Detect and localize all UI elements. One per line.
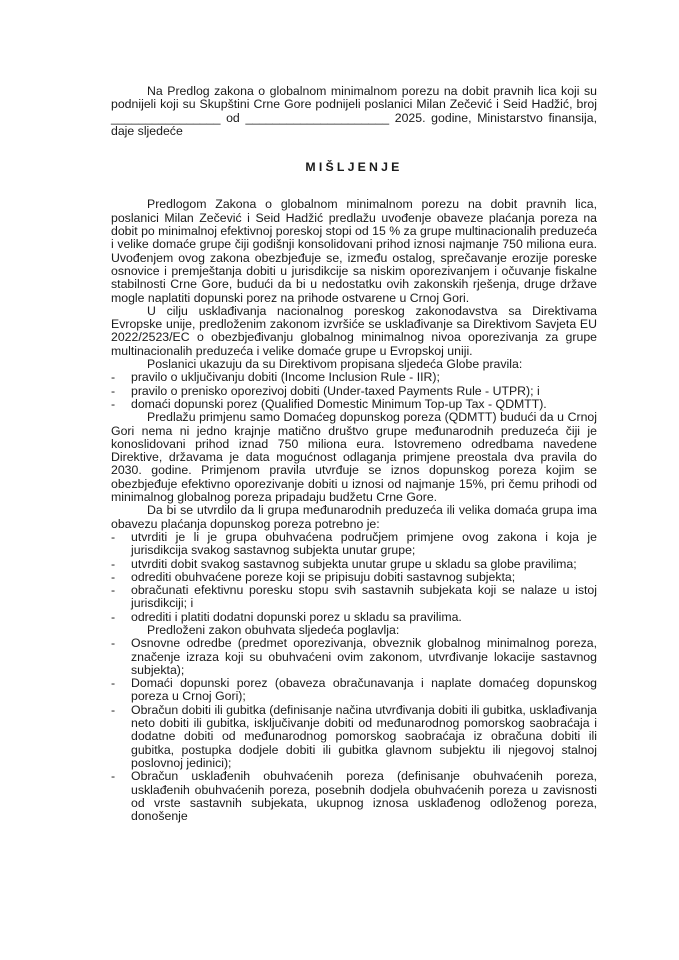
list-item: - utvrditi je li je grupa obuhvaćena područjem primjene ovog zakona i koja je jurisdikcija svakog sastavnog subjekta unutar grupe; [111,531,597,558]
list-item: - Obračun usklađenih obuhvaćenih poreza (definisanje obuhvaćenih poreza, usklađenih obuhvaćenih poreza, posebnih dodjela obuhvaćenih poreza u zavisnosti od vrste sastavnih subjekata, ukupnog iznosa usklađenog odloženog poreza, donošenje [111,770,597,823]
list-item: - Domaći dopunski porez (obaveza obračunavanja i naplate domaćeg dopunskog poreza u Crnoj Gori); [111,677,597,704]
steps-list [111,531,597,624]
list-item: - utvrditi dobit svakog sastavnog subjekta unutar grupe u skladu sa globe pravilima; [111,558,597,571]
intro-paragraph: Na Predlog zakona o globalnom minimalnom porezu na dobit pravnih lica koji su podnijeli koji su Skupštini Crne Gore podnijeli poslanici Milan Zečević i Seid Hadžić, broj ________________ od _____________________ 2025. godine, Ministarstvo finansija, daje sljedeće [111,84,597,138]
list-item: - odrediti i platiti dodatni dopunski porez u skladu sa pravilima. [111,611,597,624]
list-item: - Obračun dobiti ili gubitka (definisanje načina utvrđivanja dobiti ili gubitka, usklađivanja neto dobiti ili gubitka, isključivanje dobiti od međunarodnog pomorskog saobraćaja i dodatne dobiti od međunarodnog pomorskog saobraćaja iz obračuna dobiti ili gubitka, postupka dodjele dobiti ili gubitka glavnom subjektu ili njegovoj stalnoj poslovnoj jedinici); [111,704,597,770]
list-item: - Osnovne odredbe (predmet oporezivanja, obveznik globalnog minimalnog poreza, značenje izraza koji su obuhvaćeni ovim zakonom, utvrđivanje lokacije sastavnog subjekta); [111,637,597,677]
paragraph: Da bi se utvrdilo da li grupa međunarodnih preduzeća ili velika domaća grupa ima obavezu plaćanja dopunskog poreza potrebno je: [111,503,597,531]
list-item: - obračunati efektivnu poresku stopu svih sastavnih subjekata koji se nalaze u istoj jurisdikciji; i [111,584,597,611]
paragraph: Predloženi zakon obuhvata sljedeća poglavlja: [147,622,400,637]
list-item: - domaći dopunski porez (Qualified Domestic Minimum Top-up Tax - QDMTT). [111,398,597,411]
paragraph: U cilju usklađivanja nacionalnog poreskog zakonodavstva sa Direktivama Evropske unije, predloženim zakonom izvršiće se usklađivanje sa Direktivom Savjeta EU 2022/2523/EC o obezbjeđivanju globalnog minimalnog nivoa oporezivanja za grupe multinacionalih preduzeća i velike domaće grupe u Evropskoj uniji. [111,303,597,358]
document-page [111,85,597,823]
paragraph: Predlogom Zakona o globalnom minimalnom porezu na dobit pravnih lica, poslanici Milan Zečević i Seid Hadžić predlažu uvođenje obaveze plaćanja poreza na dobit po minimalnoj efektivnoj poreskoj stopi od 15 % za grupe multinacionalih preduzeća i velike domaće grupe čiji godišnji konsolidovani prihod iznosi najmanje 750 miliona eura. Uvođenjem ovog zakona obezbjeđuje se, između ostalog, sprečavanje erozije poreske osnovice i premještanja dobiti u jurisdikcije sa niskim oporezivanjem i očuvanje fiskalne stabilnosti Crne Gore, budući da bi u nedostatku ovih zakonskih rješenja, druge države mogle naplatiti dopunski porez na prihode ostvarene u Crnoj Gori. [111,197,598,305]
globe-rules-list [111,371,597,411]
list-item: - odrediti obuhvaćene poreze koji se pripisuju dobiti sastavnog subjekta; [111,571,597,584]
paragraph: Poslanici ukazuju da su Direktivom propisana sljedeća Globe pravila: [147,357,523,372]
list-item: - pravilo o prenisko oporezivoj dobiti (Under-taxed Payments Rule - UTPR); i [111,385,597,398]
list-item: - pravilo o uključivanju dobiti (Income Inclusion Rule - IIR); [111,371,597,384]
chapters-list [111,637,597,823]
paragraph: Predlažu primjenu samo Domaćeg dopunskog poreza (QDMTT) budući da u Crnoj Gori nema ni jedno krajnje matično društvo grupe međunarodnih preduzeća čiji je konoslidovani prihod iznad 750 miliona eura. Istovremeno odredbama navedene Direktive, državama je data mogućnost odlaganja primjene preostala dva pravila do 2030. godine. Primjenom pravila utvrđuje se iznos dopunskog poreza kojim se obezbjeđuje efektivno oporezivanje dobiti u iznosi od najmanje 15%, pri čemu prihodi od minimalnog globalnog poreza pripadaju budžetu Crne Gore. [111,410,597,505]
document-title: MIŠLJENJE [305,160,403,175]
